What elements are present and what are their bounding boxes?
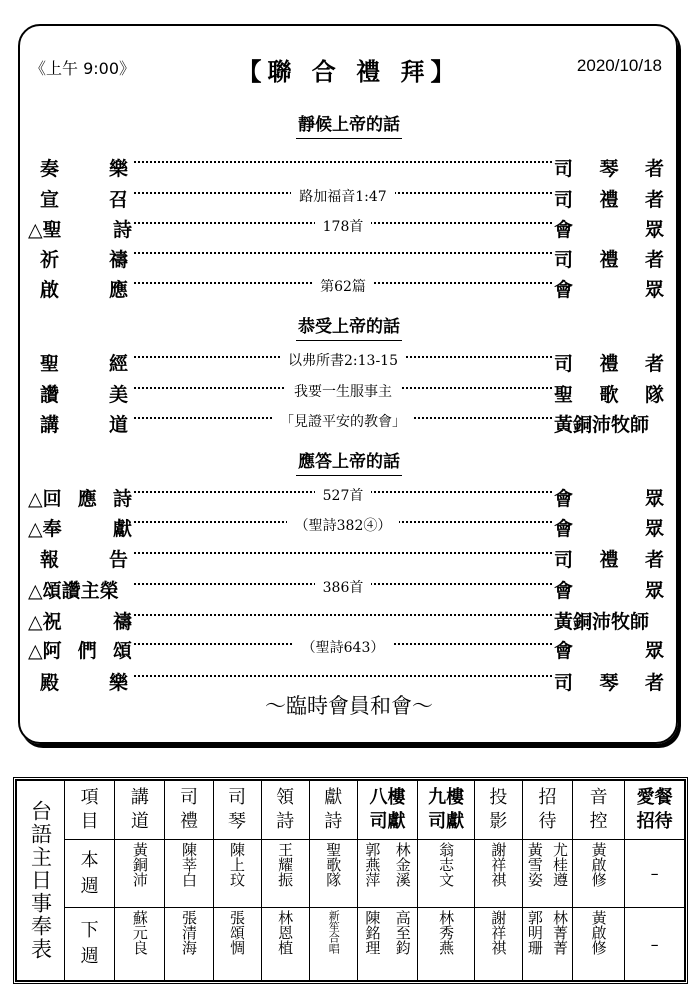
- service-item-label: △頌讚主榮: [28, 580, 119, 602]
- service-item-detail: 178首: [134, 213, 552, 239]
- roster-week-label: 本 週: [65, 840, 115, 908]
- roster-column-header: 九樓 司獻: [418, 781, 474, 840]
- service-item-leader: 會 眾: [554, 580, 664, 602]
- roster-cell: 黃啟修: [573, 840, 625, 908]
- roster-cell: 郭明珊 林菁菁: [522, 908, 572, 981]
- roster-column-header: 司 禮: [165, 781, 213, 840]
- service-item-leader: 會 眾: [554, 488, 664, 510]
- roster-column-header: 司 琴: [213, 781, 261, 840]
- section-heading-text: 靜候上帝的話: [296, 110, 402, 139]
- roster-column-header: 投 影: [474, 781, 522, 840]
- roster-cell: 陳銘理 高至鈞: [357, 908, 418, 981]
- service-item: [0, 666, 698, 692]
- roster-column-header: 愛餐 招待: [625, 781, 685, 840]
- service-item-label: △奉 獻: [28, 518, 132, 540]
- service-item-detail: 路加福音1:47: [134, 183, 552, 209]
- roster-row: [17, 840, 685, 908]
- dotted-leader: [134, 675, 552, 677]
- service-item-label: △回 應 詩: [28, 488, 132, 510]
- dotted-leader: [134, 552, 552, 554]
- service-item-label: 讚 美: [40, 384, 128, 406]
- service-item: [0, 408, 698, 434]
- service-item-label: 啟 應: [40, 279, 128, 301]
- bulletin-header: [0, 36, 698, 86]
- service-time: 《上午 9:00》: [30, 59, 136, 78]
- service-item: [0, 243, 698, 269]
- roster-column-header: 獻 詩: [309, 781, 357, 840]
- service-item: [0, 574, 698, 600]
- dotted-leader: [134, 161, 552, 163]
- dotted-leader: [134, 252, 552, 254]
- duty-roster-table: [16, 780, 685, 981]
- roster-cell: 郭燕萍 林金溪: [357, 840, 418, 908]
- roster-cell: 黃啟修: [573, 908, 625, 981]
- service-item-detail: 386首: [134, 574, 552, 600]
- section-heading-text: 應答上帝的話: [296, 447, 402, 476]
- service-item-leader: 司 禮 者: [554, 353, 664, 375]
- roster-row: [17, 908, 685, 981]
- roster-cell: 黃雪姿 尤桂遵: [522, 840, 572, 908]
- service-item: [0, 378, 698, 404]
- service-item-detail: （聖詩382④）: [134, 512, 552, 538]
- service-item-detail: 以弗所書2:13-15: [134, 347, 552, 373]
- service-item-label: △阿 們 頌: [28, 640, 132, 662]
- service-item-label: 宣 召: [40, 189, 128, 211]
- closing-note: ～臨時會員和會～: [265, 694, 433, 718]
- roster-cell: 新笙合唱: [309, 908, 357, 981]
- roster-cell: 謝祥祺: [474, 908, 522, 981]
- service-item-label: 殿 樂: [40, 672, 128, 694]
- roster-cell: 黃銅沛: [115, 840, 165, 908]
- service-item: [0, 273, 698, 299]
- roster-week-label: 下 週: [65, 908, 115, 981]
- service-item: [0, 152, 698, 178]
- roster-column-header: 招 待: [522, 781, 572, 840]
- roster-column-header: 領 詩: [261, 781, 309, 840]
- roster-cell: 翁志文: [418, 840, 474, 908]
- duty-roster: [13, 777, 688, 984]
- roster-cell: 陳莘白: [165, 840, 213, 908]
- service-item-leader: 會 眾: [554, 640, 664, 662]
- service-item-leader: 會 眾: [554, 518, 664, 540]
- service-item-leader: 司 琴 者: [554, 158, 664, 180]
- service-title: 【聯 合 禮 拜】: [237, 58, 461, 86]
- service-item: [0, 213, 698, 239]
- roster-title: 台語主日事奉表: [17, 781, 65, 981]
- roster-cell: 蘇元良: [115, 908, 165, 981]
- roster-column-header: 項 目: [65, 781, 115, 840]
- section-heading-text: 恭受上帝的話: [296, 312, 402, 341]
- service-item-leader: 司 禮 者: [554, 249, 664, 271]
- service-item-detail: （聖詩643）: [134, 634, 552, 660]
- roster-cell: 聖歌隊: [309, 840, 357, 908]
- service-date: 2020/10/18: [576, 56, 662, 75]
- service-item-label: 奏 樂: [40, 158, 128, 180]
- roster-cell: 謝祥祺: [474, 840, 522, 908]
- service-item-leader: 司 禮 者: [554, 189, 664, 211]
- service-item: [0, 634, 698, 660]
- service-item: [0, 605, 698, 631]
- dotted-leader: [134, 614, 552, 616]
- section-heading: [0, 312, 698, 341]
- service-item-detail: 我要一生服事主: [134, 378, 552, 404]
- service-item-leader: 黃銅沛牧師: [554, 611, 650, 633]
- roster-cell: 林秀燕: [418, 908, 474, 981]
- roster-cell: 林恩植: [261, 908, 309, 981]
- service-item: [0, 512, 698, 538]
- service-item-detail: 「見證平安的教會」: [134, 408, 552, 434]
- service-item-leader: 聖 歌 隊: [554, 384, 664, 406]
- service-item-detail: 527首: [134, 482, 552, 508]
- service-item: [0, 347, 698, 373]
- service-item-leader: 司 禮 者: [554, 549, 664, 571]
- service-item-leader: 會 眾: [554, 279, 664, 301]
- service-item-label: △聖 詩: [28, 219, 132, 241]
- service-item-label: 聖 經: [40, 353, 128, 375]
- service-item-label: △祝 禱: [28, 611, 132, 633]
- roster-cell: 張頌惆: [213, 908, 261, 981]
- roster-column-header: 講 道: [115, 781, 165, 840]
- roster-cell: 王耀振: [261, 840, 309, 908]
- roster-cell: 陳上玟: [213, 840, 261, 908]
- service-item-leader: 會 眾: [554, 219, 664, 241]
- service-item-detail: 第62篇: [134, 273, 552, 299]
- service-item-label: 報 告: [40, 549, 128, 571]
- roster-column-header: 音 控: [573, 781, 625, 840]
- service-item-leader: 司 琴 者: [554, 672, 664, 694]
- service-item-leader: 黃銅沛牧師: [554, 414, 650, 436]
- roster-cell: –: [625, 840, 685, 908]
- roster-cell: –: [625, 908, 685, 981]
- service-item-label: 講 道: [40, 414, 128, 436]
- service-item-label: 祈 禱: [40, 249, 128, 271]
- section-heading: [0, 110, 698, 139]
- roster-cell: 張清海: [165, 908, 213, 981]
- section-heading: [0, 447, 698, 476]
- roster-column-header: 八樓 司獻: [357, 781, 418, 840]
- service-item: [0, 543, 698, 569]
- service-item: [0, 482, 698, 508]
- service-item: [0, 183, 698, 209]
